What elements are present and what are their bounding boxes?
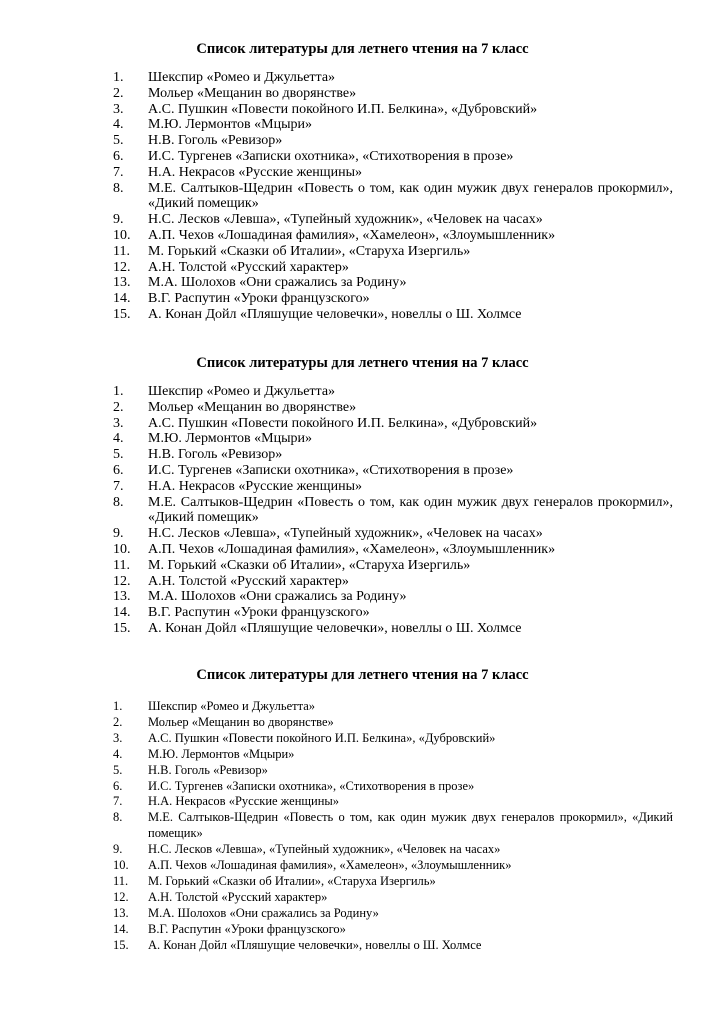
- list-item: [113, 275, 673, 291]
- list-item: [113, 495, 673, 527]
- item-number: 6.: [113, 778, 123, 793]
- reading-list-section-2: [0, 354, 725, 637]
- list-item: [113, 526, 673, 542]
- list-item: [113, 589, 673, 605]
- item-text: А.П. Чехов «Лошадиная фамилия», «Хамелеон», «Злоумышленник»: [148, 227, 556, 243]
- item-text: А.Н. Толстой «Русский характер»: [148, 889, 328, 904]
- list-item: [113, 228, 673, 244]
- list-item: [113, 384, 673, 400]
- item-number: 15.: [113, 937, 129, 952]
- item-number: 2.: [113, 714, 123, 729]
- item-number: 12.: [113, 889, 129, 904]
- item-number: 14.: [113, 291, 131, 307]
- item-text: М.Ю. Лермонтов «Мцыри»: [148, 117, 312, 133]
- item-text: Шекспир «Ромео и Джульетта»: [148, 699, 315, 713]
- list-item: [113, 416, 673, 432]
- item-text: Н.А. Некрасов «Русские женщины»: [148, 164, 362, 180]
- item-number: 9.: [113, 212, 124, 228]
- list-item: [113, 447, 673, 463]
- item-number: 7.: [113, 164, 124, 180]
- item-text: М. Горький «Сказки об Италии», «Старуха Изергиль»: [148, 243, 471, 259]
- list-item: [113, 763, 673, 779]
- list-item: [113, 291, 673, 307]
- item-number: 14.: [113, 921, 129, 936]
- item-text: А. Конан Дойл «Пляшущие человечки», новеллы о Ш. Холмсе: [148, 937, 482, 952]
- item-number: 4.: [113, 117, 124, 133]
- item-text: Н.А. Некрасов «Русские женщины»: [148, 794, 340, 809]
- item-text: И.С. Тургенев «Записки охотника», «Стихотворения в прозе»: [148, 778, 475, 793]
- list-item: [113, 906, 673, 922]
- item-number: 6.: [113, 462, 124, 478]
- list-item: [113, 938, 673, 954]
- item-text: М.Е. Салтыков-Щедрин «Повесть о том, как один мужик двух генералов прокормил», «Дикий помещик»: [148, 494, 673, 526]
- book-list: [113, 699, 673, 954]
- list-item: [113, 212, 673, 228]
- list-item: [113, 244, 673, 260]
- item-text: Н.А. Некрасов «Русские женщины»: [148, 478, 362, 494]
- item-text: Н.В. Гоголь «Ревизор»: [148, 762, 268, 777]
- item-number: 2.: [113, 399, 124, 415]
- list-item: [113, 605, 673, 621]
- list-item: [113, 747, 673, 763]
- item-number: 4.: [113, 746, 123, 761]
- item-number: 6.: [113, 148, 124, 164]
- item-text: В.Г. Распутин «Уроки французского»: [148, 291, 370, 307]
- list-item: [113, 542, 673, 558]
- item-text: М. Горький «Сказки об Италии», «Старуха Изергиль»: [148, 557, 471, 573]
- item-text: М.Ю. Лермонтов «Мцыри»: [148, 431, 312, 447]
- item-text: М. Горький «Сказки об Италии», «Старуха Изергиль»: [148, 873, 436, 888]
- item-number: 1.: [113, 70, 124, 85]
- item-text: Н.В. Гоголь «Ревизор»: [148, 133, 283, 149]
- item-number: 8.: [113, 494, 124, 510]
- item-number: 12.: [113, 573, 131, 589]
- section-title: Список литературы для летнего чтения на 7 класс: [196, 41, 529, 57]
- item-number: 13.: [113, 275, 131, 291]
- item-number: 3.: [113, 101, 124, 117]
- item-number: 11.: [113, 557, 130, 573]
- item-text: Мольер «Мещанин во дворянстве»: [148, 714, 334, 729]
- list-item: [113, 102, 673, 118]
- item-number: 8.: [113, 810, 123, 825]
- list-item: [113, 779, 673, 795]
- item-text: А.С. Пушкин «Повести покойного И.П. Белкина», «Дубровский»: [148, 415, 538, 431]
- item-number: 2.: [113, 85, 124, 101]
- list-item: [113, 810, 673, 842]
- list-item: [113, 890, 673, 906]
- list-item: [113, 842, 673, 858]
- list-item: [113, 149, 673, 165]
- section-title: Список литературы для летнего чтения на 7 класс: [196, 667, 529, 683]
- list-item: [113, 181, 673, 213]
- list-item: [113, 260, 673, 276]
- reading-list-section-3: [0, 666, 725, 954]
- list-item: [113, 558, 673, 574]
- item-text: А. Конан Дойл «Пляшущие человечки», новеллы о Ш. Холмсе: [148, 306, 522, 322]
- item-text: Мольер «Мещанин во дворянстве»: [148, 399, 357, 415]
- item-text: А. Конан Дойл «Пляшущие человечки», новеллы о Ш. Холмсе: [148, 620, 522, 636]
- item-number: 9.: [113, 526, 124, 542]
- item-number: 1.: [113, 699, 123, 713]
- item-text: В.Г. Распутин «Уроки французского»: [148, 605, 370, 621]
- item-number: 7.: [113, 794, 123, 809]
- item-text: Мольер «Мещанин во дворянстве»: [148, 85, 357, 101]
- item-text: М.Ю. Лермонтов «Мцыри»: [148, 746, 295, 761]
- list-item: [113, 731, 673, 747]
- item-number: 4.: [113, 431, 124, 447]
- item-number: 12.: [113, 259, 131, 275]
- list-item: [113, 86, 673, 102]
- list-item: [113, 621, 673, 637]
- list-item: [113, 463, 673, 479]
- item-number: 10.: [113, 541, 131, 557]
- item-text: М.Е. Салтыков-Щедрин «Повесть о том, как один мужик двух генералов прокормил», «Дикий помещик»: [148, 180, 673, 212]
- list-item: [113, 574, 673, 590]
- list-item: [113, 874, 673, 890]
- book-list: [113, 384, 673, 637]
- list-item: [113, 400, 673, 416]
- list-item: [113, 858, 673, 874]
- item-text: И.С. Тургенев «Записки охотника», «Стихотворения в прозе»: [148, 148, 514, 164]
- item-number: 5.: [113, 762, 123, 777]
- item-text: М.А. Шолохов «Они сражались за Родину»: [148, 275, 407, 291]
- list-item: [113, 117, 673, 133]
- list-item: [113, 165, 673, 181]
- item-text: М.А. Шолохов «Они сражались за Родину»: [148, 589, 407, 605]
- item-text: И.С. Тургенев «Записки охотника», «Стихотворения в прозе»: [148, 462, 514, 478]
- item-text: М.Е. Салтыков-Щедрин «Повесть о том, как один мужик двух генералов прокормил», «Дикий помещик»: [148, 810, 673, 841]
- item-text: А.П. Чехов «Лошадиная фамилия», «Хамелеон», «Злоумышленник»: [148, 858, 512, 873]
- list-item: [113, 794, 673, 810]
- list-item: [113, 479, 673, 495]
- item-text: Н.С. Лесков «Левша», «Тупейный художник», «Человек на часах»: [148, 526, 543, 542]
- item-text: Н.С. Лесков «Левша», «Тупейный художник», «Человек на часах»: [148, 842, 501, 857]
- list-item: [113, 715, 673, 731]
- item-text: Н.В. Гоголь «Ревизор»: [148, 447, 283, 463]
- item-text: В.Г. Распутин «Уроки французского»: [148, 921, 346, 936]
- item-number: 3.: [113, 730, 123, 745]
- reading-list-section-1: [0, 40, 725, 323]
- list-item: [113, 431, 673, 447]
- list-item: [113, 922, 673, 938]
- section-title: Список литературы для летнего чтения на 7 класс: [196, 355, 529, 371]
- list-item: [113, 699, 673, 715]
- item-text: Н.С. Лесков «Левша», «Тупейный художник», «Человек на часах»: [148, 212, 543, 228]
- item-number: 11.: [113, 873, 129, 888]
- item-number: 5.: [113, 133, 124, 149]
- item-number: 3.: [113, 415, 124, 431]
- item-number: 11.: [113, 243, 130, 259]
- list-item: [113, 133, 673, 149]
- item-number: 10.: [113, 858, 129, 873]
- item-number: 10.: [113, 227, 131, 243]
- item-text: А.П. Чехов «Лошадиная фамилия», «Хамелеон», «Злоумышленник»: [148, 541, 556, 557]
- item-text: А.Н. Толстой «Русский характер»: [148, 573, 349, 589]
- item-number: 5.: [113, 447, 124, 463]
- item-number: 9.: [113, 842, 123, 857]
- book-list: [113, 70, 673, 323]
- item-number: 8.: [113, 180, 124, 196]
- item-number: 13.: [113, 589, 131, 605]
- item-text: М.А. Шолохов «Они сражались за Родину»: [148, 905, 379, 920]
- item-text: А.Н. Толстой «Русский характер»: [148, 259, 349, 275]
- item-number: 7.: [113, 478, 124, 494]
- item-number: 15.: [113, 306, 131, 322]
- item-number: 15.: [113, 620, 131, 636]
- item-number: 14.: [113, 605, 131, 621]
- item-text: Шекспир «Ромео и Джульетта»: [148, 384, 336, 399]
- item-text: А.С. Пушкин «Повести покойного И.П. Белкина», «Дубровский»: [148, 101, 538, 117]
- item-text: А.С. Пушкин «Повести покойного И.П. Белкина», «Дубровский»: [148, 730, 496, 745]
- list-item: [113, 307, 673, 323]
- item-text: Шекспир «Ромео и Джульетта»: [148, 70, 336, 85]
- list-item: [113, 70, 673, 86]
- item-number: 1.: [113, 384, 124, 399]
- item-number: 13.: [113, 905, 129, 920]
